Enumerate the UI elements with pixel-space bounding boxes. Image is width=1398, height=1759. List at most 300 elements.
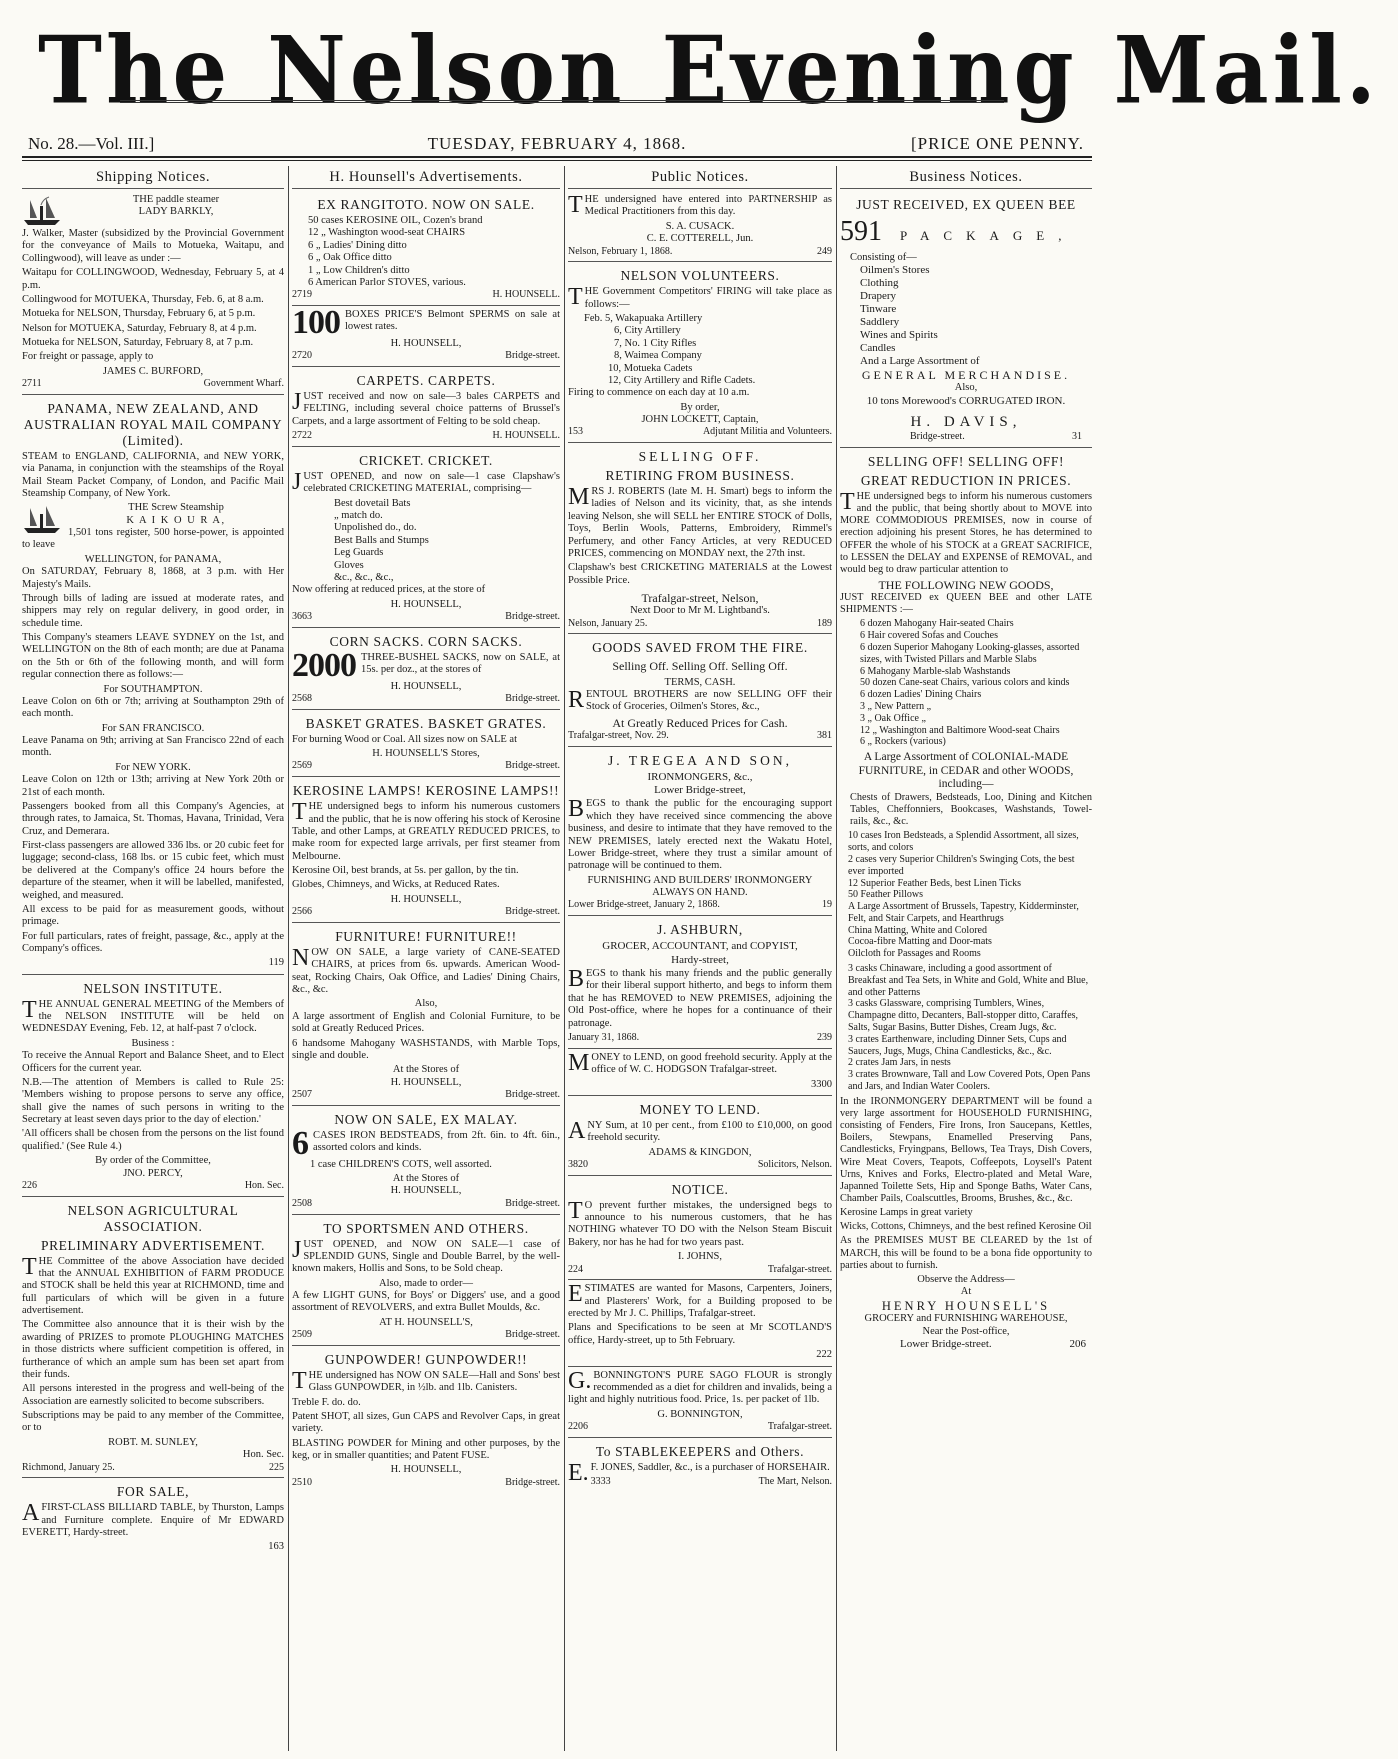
ad-signature: H. HOUNSELL,	[390, 1076, 462, 1088]
title-word: Evening	[661, 15, 1078, 126]
ad-line: THE FOLLOWING NEW GOODS,	[878, 578, 1054, 592]
ad-text: THREE-BUSHEL SACKS, now on SALE, at 15s. per doz., at the stores of	[361, 651, 560, 676]
ad-number: 153	[568, 426, 583, 438]
ad-number: 119	[268, 957, 284, 969]
ad-text: Collingwood for MOTUEKA, Thursday, Feb. 6, at 8 a.m.	[22, 293, 264, 305]
list-item: 6 dozen Mahogany Hair-seated Chairs	[860, 618, 1014, 630]
ad-line: Also,	[954, 382, 978, 394]
ad-text: Motueka for NELSON, Thursday, February 6, at 5 p.m.	[22, 308, 256, 320]
ad-text: 1,501 tons register, 500 horse-power, is appointed to leave	[22, 527, 284, 551]
ad-line: Also, made to order—	[379, 1277, 473, 1289]
ad-heading: GUNPOWDER! GUNPOWDER!!	[324, 1351, 528, 1367]
ad-signature: C. E. COTTERELL, Jun.	[646, 233, 754, 245]
ad-text: J. Walker, Master (subsidized by the Provincial Government for the conveyance of Mails to Motueka, Waitapu, and Collingwood), will leave as under :—	[22, 228, 284, 264]
ad-text: Globes, Chimneys, and Wicks, at Reduced Rates.	[292, 879, 500, 891]
ad-text: THE ANNUAL GENERAL MEETING of the Members of the NELSON INSTITUTE will be held on WEDNESDAY Evening, Feb. 12, at half-past 7 o'clock.	[22, 996, 284, 1035]
ad-number: 3663	[292, 611, 312, 623]
ad-heading: CARPETS. CARPETS.	[356, 373, 496, 389]
ad-text: Patent SHOT, all sizes, Gun CAPS and Revolver Caps, in great variety.	[292, 1410, 560, 1435]
ad-signature: JNO. PERCY,	[123, 1167, 183, 1179]
ad-heading: NELSON INSTITUTE.	[83, 980, 223, 996]
ad-number: 224	[568, 1263, 583, 1275]
ad-line: At Greatly Reduced Prices for Cash.	[612, 715, 788, 730]
ad-panama-company	[22, 395, 284, 975]
ad-line: Near the Post-office,	[922, 1325, 1010, 1337]
ad-number: 206	[1069, 1338, 1086, 1351]
ad-line: TERMS, CASH.	[664, 676, 736, 688]
ad-line: WELLINGTON, for PANAMA,	[84, 553, 222, 565]
ad-text: THE Government Competitors' FIRING will take place as follows:—	[568, 284, 832, 311]
route-heading: For NEW YORK.	[115, 761, 191, 773]
ad-text: For full particulars, rates of freight, passage, &c., apply at the Company's offices.	[22, 930, 284, 955]
list-item: „ match do.	[334, 510, 383, 522]
header-rule-thin	[22, 160, 1092, 161]
section-heading: Business Notices.	[840, 169, 1092, 189]
item-list	[840, 963, 1092, 1093]
ad-address: Lower Bridge-street.	[900, 1338, 992, 1351]
list-item: 2 cases very Superior Children's Swinging Cots, the best ever imported	[848, 853, 1075, 877]
ad-address: The Mart, Nelson.	[758, 1476, 832, 1488]
ad-line: FURNISHING AND BUILDERS' IRONMONGERY ALWAYS ON HAND.	[587, 874, 813, 899]
ad-hounsell-warehouse	[840, 448, 1092, 1355]
list-item: Feb. 5, Wakapuaka Artillery	[584, 313, 703, 325]
list-item: Best Balls and Stumps	[334, 534, 429, 546]
ad-address: Trafalgar-street.	[767, 1263, 832, 1275]
ad-number: 2569	[292, 760, 312, 772]
list-item: Drapery	[860, 290, 897, 303]
route-heading: For SOUTHAMPTON.	[103, 683, 203, 695]
ad-address: Bridge-street.	[505, 760, 560, 772]
ad-signature: AT H. HOUNSELL'S,	[379, 1316, 473, 1328]
list-item: 6 Mahogany Marble-slab Washstands	[860, 665, 1011, 677]
ad-text: Leave Colon on 12th or 13th; arriving at New York 20th or 21st of each month.	[22, 774, 284, 798]
big-number: 6	[292, 1124, 308, 1162]
ad-heading: NELSON AGRICULTURAL ASSOCIATION.	[67, 1202, 239, 1234]
ad-date: Trafalgar-street, Nov. 29.	[568, 729, 669, 741]
ad-subheading: Hardy-street,	[671, 954, 729, 967]
steamship-icon	[22, 194, 62, 228]
ad-selling-off	[568, 443, 832, 634]
ad-number: 19	[822, 899, 832, 911]
list-item: Unpolished do., do.	[334, 522, 417, 534]
route-heading: For SAN FRANCISCO.	[101, 722, 205, 734]
ad-signature: S. A. CUSACK.	[665, 220, 735, 232]
ad-nelson-institute	[22, 975, 284, 1197]
ad-text: N.B.—The attention of Members is called to Rule 25: 'Members wishing to propose persons to serve any office, shall give the names of such persons in writing to the Secretary at least seven days prior to the day of election.'	[22, 1076, 284, 1126]
title-word: Mail.	[1113, 15, 1380, 126]
ad-signature: H. HOUNSELL,	[390, 680, 462, 692]
ad-line: At	[960, 1286, 972, 1298]
ad-text: BOXES PRICE'S Belmont SPERMS on sale at lowest rates.	[345, 309, 560, 333]
item-list	[568, 313, 832, 387]
ad-number: 2509	[292, 1329, 312, 1341]
ad-number: 2720	[292, 350, 312, 362]
ad-text: Plans and Specifications to be seen at Mr SCOTLAND'S office, Hardy-street, up to 5th February.	[568, 1322, 832, 1346]
ad-ex-malay	[292, 1106, 560, 1215]
list-item: 12, City Artillery and Rifle Cadets.	[608, 374, 756, 386]
ad-number: 381	[817, 729, 832, 741]
ad-line: At the Stores of	[392, 1064, 460, 1076]
ad-text: All persons interested in the progress and well-being of the Association are earnestly solicited to become subscribers.	[22, 1383, 284, 1407]
ad-text: JUST received and now on sale—3 bales CARPETS and FELTING, including several choice patterns of Brussel's Carpets, and a large assortment of Felting to be sold cheap.	[292, 389, 560, 427]
list-item: 8, Waimea Company	[614, 350, 702, 362]
ad-signature: H. HOUNSELL,	[390, 598, 462, 610]
ad-signature: H. HOUNSELL,	[390, 893, 462, 905]
list-item: Tinware	[860, 303, 897, 316]
ad-tregea	[568, 747, 832, 917]
ad-role: Hon. Sec.	[244, 1179, 284, 1191]
ad-text: In the IRONMONGERY DEPARTMENT will be found a very large assortment for HOUSEHOLD FURNISHING, consisting of Fenders, Fire Irons, Iron Saucepans, Kettles, Boilers, Stewpans, Enamelled Preserving Pans, Candlesticks, Fryingpans, Bellows, Tea Trays, Dish Covers, Wire Meat Covers, Teapots, Coffeepots, Loysell's Patent Urns, Knives and Forks, Electro-plated and Metal Ware, Japanned Toilette Sets, Hip and Sponge Baths, Water Cans, Chamber Pails, Coalscuttles, Brooms, Brushes, &c., &c.	[840, 1095, 1092, 1204]
ad-text: A few LIGHT GUNS, for Boys' or Diggers' use, and a good assortment of REVOLVERS, and extra Bullet Moulds, &c.	[292, 1290, 560, 1314]
ad-address: Bridge-street.	[505, 1089, 560, 1101]
list-item: 6 American Parlor STOVES, various.	[308, 276, 466, 288]
ad-money-hodgson	[568, 1049, 832, 1096]
list-item: 6 dozen Superior Mahogany Looking-glasses, assorted sizes, with Twisted Pillars and Marble Slabs	[860, 642, 1080, 665]
list-item: China Matting, White and Colored	[848, 924, 987, 936]
list-item: 50 cases KEROSINE OIL, Cozen's brand	[308, 215, 483, 227]
ad-text: Nelson for MOTUEKA, Saturday, February 8, at 4 p.m.	[22, 322, 257, 334]
ad-text: Chests of Drawers, Bedsteads, Loo, Dining and Kitchen Tables, Cheffonniers, Bookcases, Washstands, Towel-rails, &c., &c.	[850, 791, 1092, 828]
ad-number: 239	[817, 1031, 832, 1043]
list-item: 50 dozen Cane-seat Chairs, various colors and kinds	[860, 677, 1070, 689]
ad-text: 6 handsome Mahogany WASHSTANDS, with Marble Tops, single and double.	[292, 1037, 560, 1061]
ad-notice-johns	[568, 1176, 832, 1281]
list-item: Leg Guards	[334, 547, 384, 559]
ad-address: Bridge-street.	[910, 431, 965, 443]
list-item: 12 Superior Feather Beds, best Linen Ticks	[848, 877, 1022, 889]
ad-address: Bridge-street.	[505, 611, 560, 623]
ad-text: BLASTING POWDER for Mining and other purposes, by the keg, or in smaller quantities; and Patent FUSE.	[292, 1437, 560, 1462]
ad-date: Nelson, February 1, 1868.	[568, 245, 673, 257]
masthead-rule	[120, 100, 1004, 103]
list-item: 2 crates Jam Jars, in nests	[848, 1057, 951, 1069]
ad-signature: H. HOUNSELL,	[390, 337, 462, 349]
ad-number: 2508	[292, 1197, 312, 1209]
item-list	[840, 830, 1092, 960]
ad-text: MONEY to LEND, on good freehold security. Apply at the office of W. C. HODGSON Trafalgar-street.	[568, 1049, 832, 1076]
ad-line: Consisting of—	[850, 252, 917, 264]
ad-number: 3333	[590, 1476, 611, 1488]
ad-subheading: RETIRING FROM BUSINESS.	[605, 468, 795, 484]
ad-heading: SELLING OFF.	[638, 449, 762, 465]
ad-heading: GOODS SAVED FROM THE FIRE.	[592, 640, 808, 656]
ad-heading: J. ASHBURN,	[657, 922, 743, 938]
list-item: Best dovetail Bats	[334, 497, 411, 509]
ad-address: Trafalgar-street, Nelson,	[641, 591, 759, 606]
ad-heading: J. TREGEA AND SON,	[608, 752, 792, 768]
ad-text: For burning Wood or Coal. All sizes now on SALE at	[292, 733, 517, 745]
ad-number: 3820	[568, 1158, 588, 1170]
ad-text: As the PREMISES MUST BE CLEARED by the 1st of MARCH, this will be found to be a bona fide opportunity to parties about to furnish.	[840, 1235, 1092, 1271]
ad-kerosine-lamps	[292, 777, 560, 923]
ad-line: 10 tons Morewood's CORRUGATED IRON.	[866, 394, 1066, 407]
list-item: 10 cases Iron Bedsteads, a Splendid Assortment, all sizes, sorts, and colors	[848, 830, 1079, 854]
list-item: 10, Motueka Cadets	[608, 362, 693, 374]
list-item: Candles	[860, 342, 896, 355]
ad-address: Bridge-street.	[505, 1197, 560, 1209]
ad-heading: FURNITURE! FURNITURE!!	[335, 929, 517, 944]
column-business-notices	[840, 166, 1092, 1751]
list-item: 3 „ Oak Office „	[860, 712, 926, 724]
list-item: Wines and Spirits	[860, 329, 938, 342]
ad-basket-grates	[292, 710, 560, 777]
big-number: 591	[840, 216, 882, 248]
ad-line: At the Stores of	[392, 1173, 460, 1185]
list-item: 1 „ Low Children's ditto	[308, 264, 410, 276]
ad-corn-sacks	[292, 628, 560, 710]
column-shipping	[22, 166, 284, 1751]
ad-text: This Company's steamers LEAVE SYDNEY on the 1st, and WELLINGTON on the 8th of each month; are due at Panama on the 5th or 6th of the following month, and will form regular connection there as follows:—	[22, 632, 284, 681]
item-list	[292, 498, 560, 585]
ad-text: Firing to commence on each day at 10 a.m.	[568, 387, 750, 399]
column-divider	[288, 166, 289, 1751]
ad-signature: ADAMS & KINGDON,	[648, 1146, 752, 1158]
ad-partnership	[568, 191, 832, 262]
ad-heading: PANAMA, NEW ZEALAND, AND AUSTRALIAN ROYAL MAIL COMPANY (Limited).	[23, 401, 283, 448]
ad-signature: G. BONNINGTON,	[657, 1408, 743, 1420]
ad-text: THE Committee of the above Association have decided that the ANNUAL EXHIBITION of FARM PRODUCE and STOCK shall be held this year at RICHMOND, time and full particulars of which will be given in a future advertisement.	[22, 1253, 284, 1317]
ad-volunteers	[568, 262, 832, 443]
ad-text: Leave Panama on 9th; arriving at San Francisco 22nd of each month.	[22, 735, 284, 759]
ad-signature: H. HOUNSELL.	[492, 430, 560, 442]
ad-number: 189	[817, 617, 832, 629]
ad-number: 2711	[22, 378, 42, 390]
list-item: Oilcloth for Passages and Rooms	[848, 948, 981, 960]
ad-stablekeepers	[568, 1438, 832, 1492]
section-heading: Shipping Notices.	[22, 169, 284, 189]
list-item: 3 casks Chinaware, including a good assortment of Breakfast and Tea Sets, in White and Gold, White and Blue, and other Patterns	[848, 963, 1089, 998]
ad-heading: To STABLEKEEPERS and Others.	[595, 1443, 805, 1459]
ad-text: ANY Sum, at 10 per cent., from £100 to £10,000, on good freehold security.	[568, 1117, 832, 1144]
title-word: The	[38, 15, 232, 126]
ad-heading: NOW ON SALE, EX MALAY.	[334, 1111, 518, 1127]
ad-text: RENTOUL BROTHERS are now SELLING OFF their Stock of Groceries, Oilmen's Stores, &c.,	[568, 686, 832, 713]
ad-text: Kerosine Oil, best brands, at 5s. per gallon, by the tin.	[292, 865, 519, 877]
ad-heading: NELSON VOLUNTEERS.	[620, 268, 780, 284]
ad-signature: HENRY HOUNSELL'S	[881, 1298, 1051, 1313]
ad-text: Leave Colon on 6th or 7th; arriving at Southampton 29th of each month.	[22, 695, 284, 720]
column-divider	[836, 166, 837, 1751]
ad-address: Bridge-street.	[505, 906, 560, 918]
ad-agricultural-association	[22, 1197, 284, 1479]
ad-queen-bee	[840, 191, 1092, 448]
ad-subheading: GREAT REDUCTION IN PRICES.	[860, 473, 1072, 489]
ad-text: Passengers booked from all this Company's Agencies, at through rates, to Jamaica, St. Thomas, Havana, Trinidad, Vera Cruz, and Demerara.	[22, 800, 284, 837]
ad-heading: KEROSINE LAMPS! KEROSINE LAMPS!!	[292, 783, 560, 799]
ad-text: JUST RECEIVED ex QUEEN BEE and other LATE SHIPMENTS :—	[840, 592, 1092, 616]
big-number: 100	[292, 304, 340, 342]
ad-number: 225	[269, 1461, 284, 1473]
list-item: 3 crates Brownware, Tall and Low Covered Pots, Open Pans and Jars, and Indian Water Coolers.	[848, 1069, 1091, 1093]
ad-gunpowder	[292, 1346, 560, 1493]
ad-line: GENERAL MERCHANDISE.	[861, 368, 1071, 383]
ad-heading: FOR SALE,	[116, 1484, 190, 1500]
ad-address: Trafalgar-street.	[767, 1421, 832, 1433]
ad-number: 2206	[568, 1421, 588, 1433]
ad-text: For freight or passage, apply to	[22, 351, 154, 363]
ad-money-to-lend	[568, 1096, 832, 1176]
item-list	[840, 618, 1092, 748]
ad-signature: H. HOUNSELL,	[390, 1464, 462, 1476]
ad-sperms	[292, 306, 560, 367]
ad-heading: SELLING OFF! SELLING OFF!	[867, 454, 1065, 470]
ad-date: Nelson, January 25.	[568, 617, 648, 629]
ad-subheading: IRONMONGERS, &c.,	[647, 770, 753, 783]
ad-sportsmen	[292, 1215, 560, 1346]
title-word: Nelson	[267, 15, 626, 126]
ship-name: LADY BARKLY,	[138, 206, 214, 218]
column-public-notices	[568, 166, 832, 1751]
ad-text: TO prevent further mistakes, the undersigned begs to announce to his numerous customers, that he has NOTHING whatever TO DO with the Nelson Steam Biscuit Bakery, nor has he had for two years past.	[568, 1197, 832, 1248]
ad-cricket	[292, 447, 560, 628]
list-item: 6, City Artillery	[614, 325, 681, 337]
ad-number: 249	[817, 245, 832, 257]
ad-line: THE Screw Steamship	[128, 502, 224, 514]
ad-line: Also,	[414, 998, 438, 1010]
ad-line: PACKAGE,	[900, 228, 1076, 244]
newspaper-title	[20, 15, 1380, 126]
ad-line: GROCERY and FURNISHING WAREHOUSE,	[864, 1313, 1068, 1325]
section-heading: H. Hounsell's Advertisements.	[292, 169, 560, 189]
steamship-icon	[22, 502, 62, 536]
ad-address: Bridge-street.	[505, 1476, 560, 1488]
ad-line: THE paddle steamer	[132, 194, 220, 206]
ad-text: BEGS to thank the public for the encouraging support which they have received since commencing the above business, and desire to intimate that they have removed to the NEW PREMISES, lately erected next the Wakatu Hotel, Lower Bridge-street, where they trust a similar amount of patronage will be continued to them.	[568, 796, 832, 872]
ad-heading: MONEY TO LEND.	[639, 1101, 761, 1117]
ad-line: By order of the Committee,	[95, 1155, 211, 1167]
ad-text: Treble F. do. do.	[292, 1396, 361, 1408]
issue-price: [PRICE ONE PENNY.	[910, 134, 1084, 153]
list-item: A Large Assortment of Brussels, Tapestry, Kidderminster, Felt, and Stair Carpets, and Hearthrugs	[848, 901, 1079, 924]
list-item: 3 crates Earthenware, including Dinner Sets, Cups and Saucers, Jugs, Mugs, China Candlesticks, &c., &c.	[848, 1033, 1067, 1057]
ad-estimates	[568, 1280, 832, 1366]
list-item: 6 dozen Ladies' Dining Chairs	[860, 689, 982, 701]
ad-line: By order,	[680, 401, 720, 413]
column-hounsell	[292, 166, 560, 1751]
ad-heading: NOTICE.	[671, 1181, 729, 1197]
ad-heading: EX RANGITOTO. NOW ON SALE.	[317, 197, 535, 213]
list-item: &c., &c., &c.,	[334, 571, 394, 583]
ad-role: Adjutant Militia and Volunteers.	[702, 426, 832, 438]
list-item: 12 „ Washington wood-seat CHAIRS	[308, 227, 466, 239]
ad-heading: BASKET GRATES. BASKET GRATES.	[305, 715, 547, 731]
ad-text: JUST OPENED, and NOW ON SALE—1 case of SPLENDID GUNS, Single and Double Barrel, by the well-known makers, Hollis and Sons, to be Sold cheap.	[292, 1236, 560, 1275]
ad-address: Next Door to Mr M. Lightband's.	[630, 605, 770, 617]
ad-text: E.F. JONES, Saddler, &c., is a purchaser of HORSEHAIR.	[568, 1459, 830, 1486]
ad-number: 226	[22, 1179, 37, 1191]
ad-line: Selling Off. Selling Off. Selling Off.	[612, 659, 788, 674]
list-item: 6 „ Rockers (various)	[860, 736, 946, 748]
ad-number: 163	[268, 1541, 284, 1553]
ad-role: Solicitors, Nelson.	[757, 1158, 832, 1170]
ad-number: 2722	[292, 430, 312, 442]
ad-date: Richmond, January 25.	[22, 1461, 115, 1473]
list-item: Gloves	[334, 559, 364, 571]
item-list	[840, 264, 1092, 368]
ad-signature: H. HOUNSELL'S Stores,	[372, 748, 480, 760]
list-item: Clothing	[860, 277, 899, 290]
ad-heading: CRICKET. CRICKET.	[359, 452, 493, 468]
ad-number: 2568	[292, 693, 312, 705]
ad-text: Wicks, Cottons, Chimneys, and the best refined Kerosine Oil	[840, 1221, 1092, 1233]
ad-carpets	[292, 367, 560, 447]
ad-line: Business :	[131, 1037, 175, 1049]
ad-text: The Committee also announce that it is their wish by the awarding of PRIZES to promote PLOUGHING MATCHES in those districts where sufficient competition is offered, in furtherance of which an ample sum has been set apart from their funds.	[22, 1319, 284, 1380]
ad-number: 222	[816, 1349, 832, 1361]
ad-text: Subscriptions may be paid to any member of the Committee, or to	[22, 1410, 284, 1434]
ad-text: Motueka for NELSON, Saturday, February 8, at 7 p.m.	[22, 337, 254, 349]
ad-text: Clapshaw's best CRICKETING MATERIALS at the Lowest Possible Price.	[568, 562, 832, 586]
big-number: 2000	[292, 646, 356, 684]
ad-date: January 31, 1868.	[568, 1031, 640, 1043]
ad-number: 2719	[292, 289, 312, 301]
ad-text: 1 case CHILDREN'S COTS, well assorted.	[310, 1158, 492, 1170]
issue-number: No. 28.—Vol. III.]	[28, 134, 155, 153]
ad-address: Government Wharf.	[203, 378, 284, 390]
ad-signature: ROBT. M. SUNLEY,	[108, 1436, 198, 1448]
ad-subheading: Lower Bridge-street,	[654, 784, 746, 797]
ad-address: Bridge-street.	[505, 350, 560, 362]
list-item: 6 Hair covered Sofas and Couches	[860, 630, 999, 642]
ad-sago-flour	[568, 1367, 832, 1438]
ad-text: G.BONNINGTON'S PURE SAGO FLOUR is strongly recommended as a diet for children and invalids, being a light and highly nutritious food. Price, 1s. per packet of 1lb.	[568, 1367, 832, 1406]
ad-heading: TO SPORTSMEN AND OTHERS.	[323, 1220, 529, 1236]
dateline	[22, 130, 1092, 156]
issue-date: TUESDAY, FEBRUARY 4, 1868.	[427, 134, 687, 153]
column-divider	[564, 166, 565, 1751]
ad-text: First-class passengers are allowed 336 lbs. or 20 cubic feet for luggage; second-class, 168 lbs. or 15 cubic feet, which must be delivered at the Company's office 24 hours before the departure of the steamer, when it will be labelled, manifested, weighed, and measured.	[22, 840, 284, 901]
ad-line: Observe the Address—	[917, 1273, 1015, 1285]
ad-text: MRS J. ROBERTS (late M. H. Smart) begs to inform the ladies of Nelson and its vicinity, that, as she intends leaving Nelson, she will SELL her ENTIRE STOCK of Dolls, Toys, Berlin Wools, Patterns, Embroidery, Rimmel's Perfumery, and other Fancy Articles, at very REDUCED PRICES, commencing on MONDAY next, the 27th inst.	[568, 484, 832, 559]
ad-text: NOW ON SALE, a large variety of CANE-SEATED CHAIRS, at prices from 6s. upwards. American Wood-seat, Rocking Chairs, Oak Office, and Ladies' Dining Chairs, &c., &c.	[292, 944, 560, 996]
list-item: Cocoa-fibre Matting and Door-mats	[848, 936, 992, 948]
list-item: 3 casks Glassware, comprising Tumblers, Wines, Champagne ditto, Decanters, Ball-stopper ditto, Caraffes, Salts, Sugar Basins, Butter Dishes, Cream Jugs, &c.	[848, 998, 1079, 1034]
ad-signature: H. HOUNSELL.	[492, 289, 560, 301]
ad-date: Lower Bridge-street, January 2, 1868.	[568, 899, 720, 911]
list-item: 12 „ Washington and Baltimore Wood-seat Chairs	[860, 724, 1060, 736]
list-item: Saddlery	[860, 316, 900, 329]
ad-signature: H. HOUNSELL,	[390, 1185, 462, 1197]
list-item: And a Large Assortment of	[860, 355, 980, 368]
ad-text: Now offering at reduced prices, at the store of	[292, 584, 486, 596]
ad-line: A Large Assortment of COLONIAL-MADE FURNITURE, in CEDAR and other WOODS, including—	[858, 751, 1074, 791]
ad-subheading: GROCER, ACCOUNTANT, and COPYIST,	[602, 940, 798, 953]
ad-text: Through bills of lading are issued at moderate rates, and shippers may rely on regular delivery, in good order, in schedule time.	[22, 592, 284, 629]
ad-number: 2507	[292, 1089, 312, 1101]
ad-signature: JOHN LOCKETT, Captain,	[641, 414, 759, 426]
ad-number: 3300	[811, 1078, 832, 1090]
ad-heading: CORN SACKS. CORN SACKS.	[329, 633, 523, 649]
ad-address: Bridge-street.	[505, 693, 560, 705]
item-list	[292, 215, 560, 289]
list-item: 50 Feather Pillows	[848, 889, 923, 901]
ad-text: STEAM to ENGLAND, CALIFORNIA, and NEW YORK, via Panama, in conjunction with the steamships of the Royal Mail Steam Packet Company, of London, and Pacific Mail Steamship Company, of New York.	[22, 450, 284, 499]
ad-text: THE undersigned have entered into PARTNERSHIP as Medical Practitioners from this day.	[568, 192, 832, 219]
list-item: Oilmen's Stores	[860, 264, 930, 277]
ad-goods-saved	[568, 634, 832, 746]
ad-text: JUST OPENED, and now on sale—1 case Clapshaw's celebrated CRICKETING MATERIAL, comprising—	[292, 468, 560, 495]
ad-lady-barkly	[22, 191, 284, 395]
ad-furniture	[292, 923, 560, 1106]
masthead	[20, 4, 1380, 126]
ad-number: 31	[1072, 431, 1082, 443]
ad-billiard-table	[22, 1478, 284, 1557]
ad-signature: JAMES C. BURFORD,	[102, 365, 204, 377]
ad-text: 'All officers shall be chosen from the persons on the list found qualified.' (See Rule 4.)	[22, 1128, 284, 1152]
ad-number: 2566	[292, 906, 312, 918]
ad-text: THE undersigned begs to inform his numerous customers and the public, that he is now offering his stock of Kerosine Table, and other Lamps, at GREATLY REDUCED PRICES, to make room for expected large arrivals, per first steamer from Melbourne.	[292, 799, 560, 862]
ship-name: K A I K O U R A,	[126, 514, 226, 526]
